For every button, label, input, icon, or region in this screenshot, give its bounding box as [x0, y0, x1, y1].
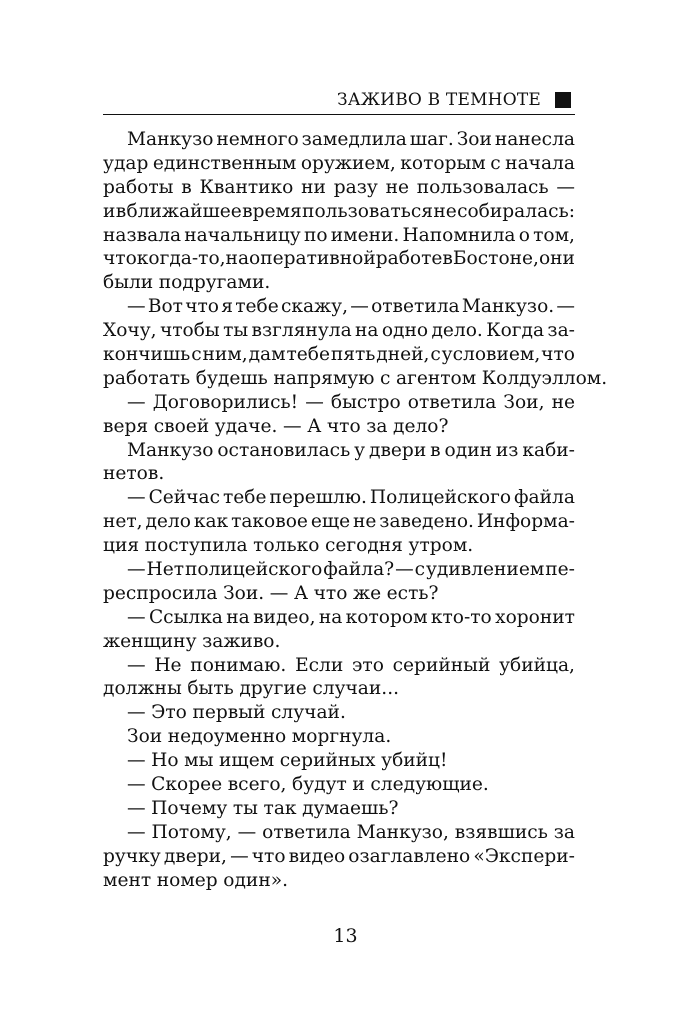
text-line: [103, 749, 575, 773]
black-square-icon: [555, 92, 571, 108]
word: убийца,: [499, 654, 575, 676]
word: быть: [187, 678, 234, 700]
word: это: [352, 654, 384, 676]
word: скажу,: [280, 296, 349, 318]
word: пользоваться: [302, 200, 434, 222]
word: котором: [345, 606, 428, 628]
text-line: [103, 773, 575, 797]
word: хоронит: [495, 606, 575, 628]
word: что: [185, 296, 219, 318]
word: Зои,: [503, 391, 545, 413]
word: что: [313, 582, 348, 604]
word: в: [181, 176, 192, 198]
word: взглянула: [251, 320, 352, 342]
text-line: [103, 319, 575, 343]
word: —: [127, 821, 146, 843]
text-line: [103, 462, 575, 486]
word: —: [127, 559, 146, 581]
word: пе-: [545, 559, 575, 581]
word: не: [353, 511, 377, 533]
word: на: [225, 248, 250, 270]
word: том,: [533, 224, 575, 246]
word: ним,: [202, 344, 248, 366]
word: моргнула.: [291, 726, 392, 748]
word: оперативной: [249, 248, 376, 270]
word: заведено.: [379, 511, 474, 533]
word: веря: [103, 415, 149, 437]
word: с: [414, 559, 426, 581]
word: ция: [103, 535, 140, 557]
word: —: [269, 582, 289, 604]
word: с: [380, 367, 391, 389]
word: сегодня: [324, 535, 403, 557]
word: думаешь?: [302, 797, 399, 819]
word: Договорились!: [152, 391, 299, 413]
word: одно: [381, 320, 429, 342]
word: будут: [292, 774, 347, 796]
word: поступила: [144, 535, 248, 557]
word: пользовалась: [416, 176, 549, 198]
word: —: [127, 654, 146, 676]
word: в: [115, 200, 127, 222]
word: видео: [288, 845, 346, 867]
text-line: [103, 367, 608, 391]
word: агентом: [396, 367, 477, 389]
text-line: [103, 152, 575, 176]
word: с: [490, 152, 501, 174]
word: шаг.: [409, 129, 454, 150]
word: разу: [333, 176, 378, 198]
word: должны: [103, 678, 182, 700]
text-line: [103, 247, 575, 271]
word: ответила: [262, 821, 351, 843]
word: —: [556, 176, 575, 198]
word: заживо.: [202, 630, 281, 652]
word: немного: [216, 129, 299, 150]
word: Манкузо: [127, 439, 214, 461]
word: Зои: [456, 129, 492, 150]
word: —: [283, 415, 302, 437]
word: еще: [310, 511, 351, 533]
page-number: 13: [333, 925, 358, 947]
text-line: [103, 200, 575, 224]
word: Бостоне,: [452, 248, 539, 270]
word: удаче.: [214, 415, 278, 437]
word: что: [541, 344, 575, 366]
word: ответила: [407, 391, 497, 413]
word: —: [127, 702, 146, 724]
word: Полицейского: [369, 487, 512, 509]
word: работе: [375, 248, 443, 270]
word: —: [305, 391, 324, 413]
word: в: [442, 248, 453, 270]
running-head: [103, 88, 575, 115]
word: были: [103, 272, 154, 294]
word: Сейчас: [148, 487, 220, 509]
text-line: [103, 677, 575, 701]
word: ответила: [371, 296, 460, 318]
text-line: [103, 821, 575, 845]
word: полицейского: [184, 559, 323, 581]
text-line: [103, 343, 575, 367]
text-line: [103, 630, 575, 654]
text-line: [103, 534, 575, 558]
word: когда-то,: [136, 248, 226, 270]
word: Манкузо.: [461, 296, 555, 318]
word: —: [127, 797, 146, 819]
word: тебе: [235, 296, 279, 318]
text-line: [103, 654, 575, 678]
word: не: [433, 200, 457, 222]
word: тебе: [286, 344, 330, 366]
word: недоуменно: [167, 726, 287, 748]
word: у: [354, 439, 366, 461]
word: другие: [239, 678, 307, 700]
word: дело: [145, 511, 191, 533]
word: всего,: [227, 774, 287, 796]
word: что: [326, 415, 361, 437]
word: единственным: [152, 152, 297, 174]
word: удар: [103, 152, 149, 174]
word: ты: [232, 797, 258, 819]
word: —: [395, 559, 414, 581]
text-line: [103, 869, 575, 893]
word: —: [350, 296, 369, 318]
word: нет,: [103, 511, 143, 533]
word: случаи...: [312, 678, 400, 700]
body-text: [103, 128, 608, 893]
word: один: [444, 439, 492, 461]
word: женщину: [103, 630, 197, 652]
word: ты: [223, 320, 249, 342]
word: быстро: [330, 391, 401, 413]
word: —: [127, 487, 146, 509]
word: тебе: [222, 487, 267, 509]
word: мент: [103, 869, 152, 891]
word: назвала: [103, 224, 182, 246]
text-line: [103, 295, 575, 319]
word: будешь: [195, 367, 268, 389]
word: понимаю.: [190, 654, 287, 676]
word: убийц!: [381, 750, 448, 772]
word: Когда: [486, 320, 545, 342]
word: двери,: [163, 845, 227, 867]
word: из: [495, 439, 519, 461]
text-line: [103, 486, 575, 510]
word: Напомнила: [402, 224, 516, 246]
word: на: [318, 606, 343, 628]
word: первый: [192, 702, 266, 724]
text-line: [103, 845, 575, 869]
word: кто-то: [430, 606, 492, 628]
word: взявшись: [454, 821, 548, 843]
word: Колдуэллом.: [481, 367, 608, 389]
word: —: [556, 296, 575, 318]
running-title: ЗАЖИВО В ТЕМНОТЕ: [337, 90, 541, 110]
word: по: [303, 224, 328, 246]
word: А: [293, 582, 309, 604]
word: и: [352, 774, 365, 796]
word: что: [103, 248, 137, 270]
word: ближайшее: [126, 200, 242, 222]
word: кончишь: [103, 344, 191, 366]
text-line: [103, 224, 575, 248]
word: замедлила: [301, 129, 407, 150]
word: своей: [153, 415, 210, 437]
word: Не: [154, 654, 182, 676]
text-line: [103, 558, 575, 582]
word: на: [355, 320, 379, 342]
word: оружием,: [300, 152, 396, 174]
text-line: [103, 271, 575, 295]
word: Потому,: [151, 821, 232, 843]
word: серийный: [392, 654, 491, 676]
word: ни: [301, 176, 326, 198]
word: Зои.: [223, 582, 265, 604]
word: дам: [248, 344, 286, 366]
word: Ссылка: [148, 606, 223, 628]
word: я: [221, 296, 233, 318]
word: не: [551, 391, 575, 413]
word: в: [430, 439, 441, 461]
text-line: [103, 176, 575, 200]
word: респросила: [103, 582, 218, 604]
word: удивлением: [425, 559, 545, 581]
text-line: [103, 725, 575, 749]
word: же: [352, 582, 382, 604]
word: озаглавлено: [348, 845, 471, 867]
text-line: [103, 415, 575, 439]
word: остановилась: [217, 439, 351, 461]
word: за: [553, 821, 575, 843]
word: «Экспери-: [473, 845, 575, 867]
word: Информа-: [476, 511, 575, 533]
text-line: [103, 439, 575, 463]
word: каби-: [522, 439, 575, 461]
word: —: [127, 750, 146, 772]
word: Манкузо: [127, 129, 214, 150]
word: за-: [547, 320, 575, 342]
word: утром.: [408, 535, 474, 557]
word: —: [127, 296, 146, 318]
word: нетов.: [103, 463, 165, 485]
word: что: [251, 845, 286, 867]
word: ищем: [219, 750, 275, 772]
word: пять: [330, 344, 376, 366]
word: чтобы: [159, 320, 220, 342]
word: Вот: [147, 296, 183, 318]
word: которым: [400, 152, 486, 174]
word: Почему: [151, 797, 228, 819]
word: дней,: [376, 344, 430, 366]
word: только: [253, 535, 320, 557]
word: таковое: [231, 511, 308, 533]
word: с: [430, 344, 441, 366]
word: напрямую: [273, 367, 375, 389]
word: собиралась:: [457, 200, 575, 222]
word: —: [127, 391, 146, 413]
text-line: [103, 797, 575, 821]
word: они: [538, 248, 575, 270]
word: Квантико: [199, 176, 294, 198]
word: за: [366, 415, 388, 437]
word: —: [237, 821, 257, 843]
word: случай.: [271, 702, 346, 724]
word: Манкузо,: [356, 821, 449, 843]
text-line: [103, 391, 575, 415]
word: один».: [223, 869, 288, 891]
text-line: [103, 128, 575, 152]
word: с: [191, 344, 202, 366]
text-line: [103, 510, 575, 534]
word: Скорее: [151, 774, 223, 796]
word: работы: [103, 176, 174, 198]
word: условием,: [441, 344, 541, 366]
word: —: [230, 845, 249, 867]
word: время: [242, 200, 302, 222]
word: видео,: [253, 606, 316, 628]
word: Если: [295, 654, 344, 676]
word: файла?: [323, 559, 395, 581]
word: начальницу: [184, 224, 301, 246]
word: есть?: [386, 582, 439, 604]
word: и: [103, 200, 116, 222]
word: номер: [156, 869, 218, 891]
word: дело.: [431, 320, 483, 342]
word: мы: [184, 750, 214, 772]
word: А: [307, 415, 322, 437]
word: нанесла: [494, 129, 575, 150]
word: о: [518, 224, 530, 246]
word: двери: [369, 439, 427, 461]
word: так: [263, 797, 297, 819]
word: —: [127, 774, 146, 796]
word: начала: [505, 152, 575, 174]
word: ручку: [103, 845, 161, 867]
word: не: [385, 176, 409, 198]
word: на: [226, 606, 250, 628]
word: Зои: [127, 726, 163, 748]
word: —: [127, 606, 146, 628]
word: Это: [151, 702, 187, 724]
word: серийных: [279, 750, 376, 772]
word: дело?: [393, 415, 449, 437]
word: как: [193, 511, 229, 533]
word: подругами.: [158, 272, 271, 294]
word: работать: [103, 367, 191, 389]
word: файла: [514, 487, 575, 509]
text-line: [103, 606, 575, 630]
word: перешлю.: [269, 487, 367, 509]
text-line: [103, 701, 575, 725]
word: имени.: [330, 224, 400, 246]
word: Но: [151, 750, 179, 772]
word: Нет: [146, 559, 185, 581]
word: Хочу,: [103, 320, 157, 342]
text-line: [103, 582, 575, 606]
word: следующие.: [370, 774, 489, 796]
